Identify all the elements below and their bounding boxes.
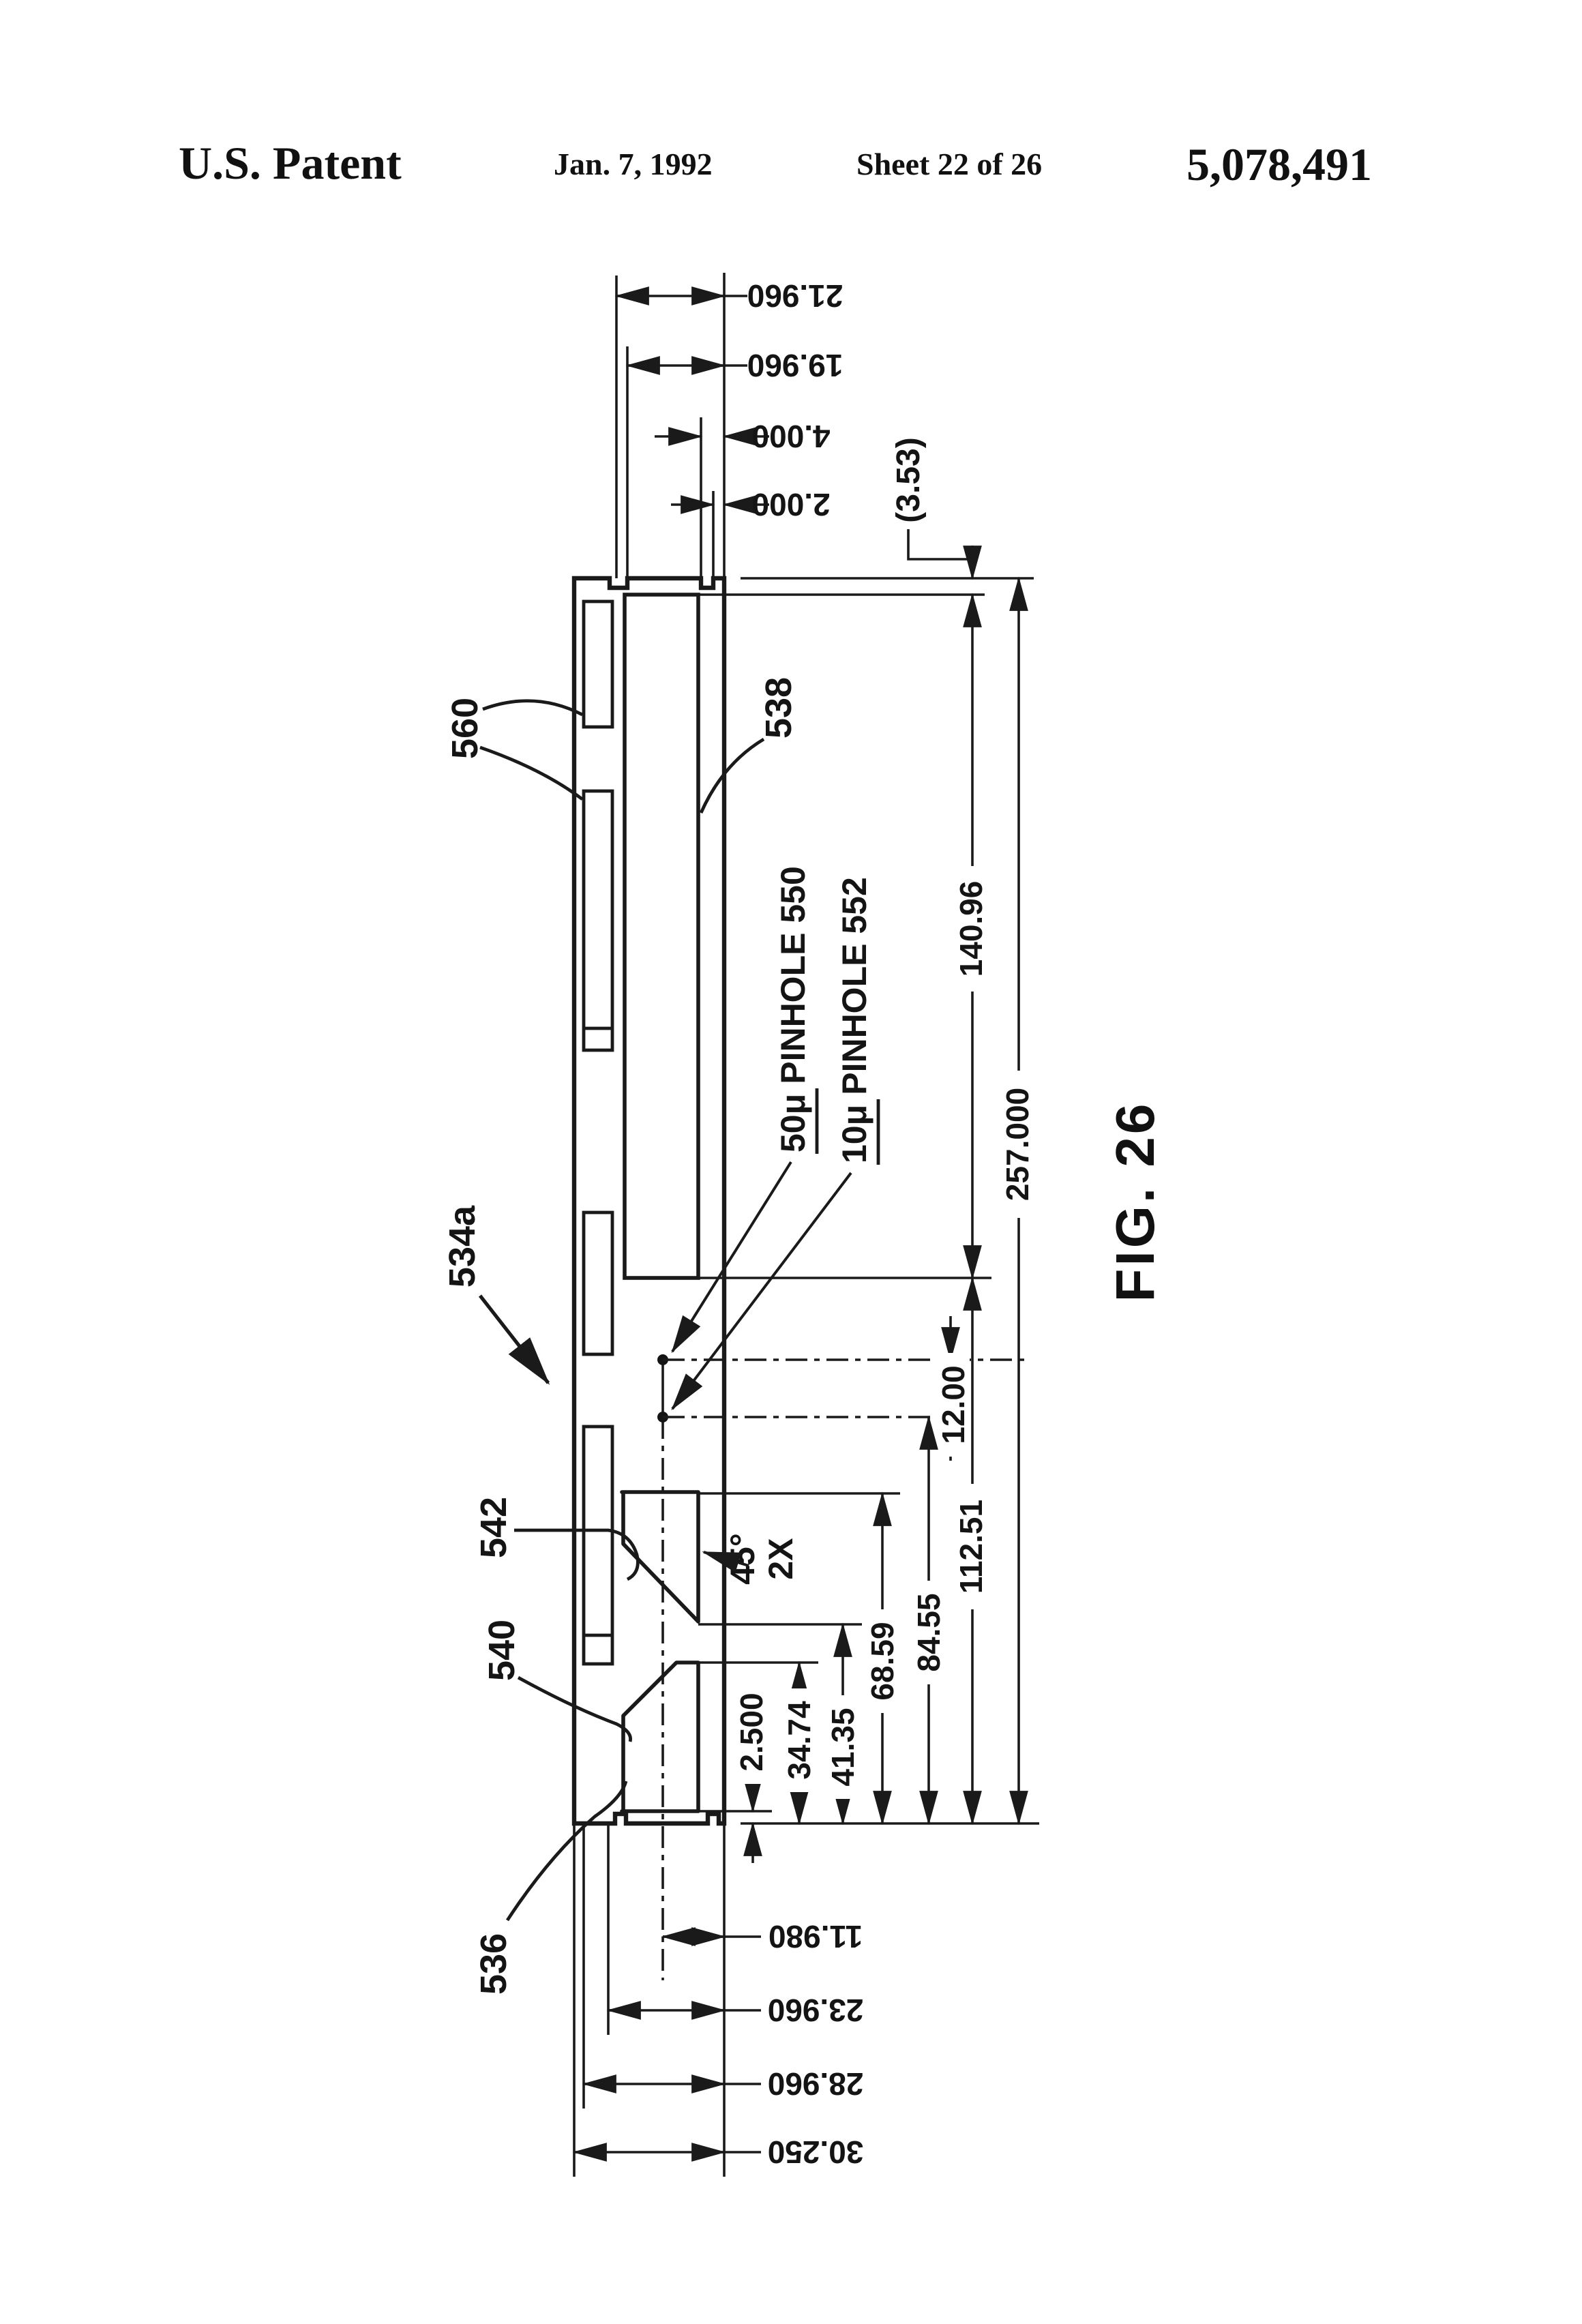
pinhole-550-label: PINHOLE 550	[774, 866, 812, 1084]
dim-bottom-23960: 23.960	[767, 1993, 864, 2028]
pinhole-552-callout	[835, 877, 878, 1165]
label-538: 538	[758, 676, 799, 739]
label-542: 542	[473, 1496, 514, 1559]
slot-560-a	[584, 601, 612, 727]
dim-side-11251: 112.51	[953, 1499, 989, 1594]
dim-bottom-28960: 28.960	[767, 2066, 864, 2102]
header-title: U.S. Patent	[179, 137, 402, 189]
label-536: 536	[473, 1933, 514, 1995]
aperture-538	[625, 595, 698, 1278]
bottom-dimensions	[574, 1823, 863, 2177]
chamfered-aperture-536	[622, 1663, 698, 1811]
pinhole-552-size: 10μ	[835, 1104, 874, 1163]
pinhole-552-label: PINHOLE 552	[835, 877, 874, 1095]
dim-side-2500: 2.500	[734, 1693, 769, 1772]
dim-top-2000: 2.000	[751, 487, 831, 522]
slot-c	[584, 1212, 612, 1354]
dim-side-1200: 12.00	[936, 1365, 971, 1444]
dim-side-14096: 140.96	[953, 880, 989, 977]
dim-top-21960: 21.960	[747, 278, 844, 314]
svg-text:10μPINHOLE 552	[835, 877, 874, 1163]
header-date: Jan. 7, 1992	[554, 147, 713, 181]
sheet-header	[179, 137, 1372, 190]
side-dimensions	[698, 578, 1039, 1863]
header-sheet-count: Sheet 22 of 26	[856, 147, 1043, 181]
chamfered-aperture-542	[622, 1492, 698, 1622]
ref-dim-353: (3.53)	[891, 437, 927, 523]
figure-caption: FIG. 26	[1105, 1101, 1165, 1302]
chamfer-angle-note: 45°	[723, 1533, 762, 1585]
label-534a: 534a	[442, 1205, 483, 1288]
dim-top-4000: 4.000	[751, 419, 831, 454]
leader-arrow-534a	[480, 1296, 548, 1383]
dim-side-257000: 257.000	[1000, 1087, 1035, 1202]
leader-560-a	[483, 701, 582, 715]
ref-dim-353-leader	[908, 529, 972, 559]
header-patent-number: 5,078,491	[1186, 138, 1372, 190]
dim-side-8455: 84.55	[911, 1593, 946, 1672]
dim-bottom-11980: 11.980	[768, 1919, 863, 1954]
dim-side-4135: 41.35	[825, 1708, 861, 1787]
leader-560-b	[480, 747, 582, 799]
chamfer-count-note: 2X	[762, 1538, 800, 1580]
svg-text:50μPINHOLE 550	[774, 866, 812, 1152]
leader-538	[701, 739, 764, 813]
dim-top-19960: 19.960	[747, 348, 844, 383]
slot-d	[584, 1427, 612, 1664]
top-dimensions	[616, 273, 972, 586]
slot-560-b	[584, 791, 612, 1050]
label-560: 560	[445, 697, 486, 760]
pinhole-550-size: 50μ	[774, 1093, 812, 1152]
pinhole-550-callout	[774, 866, 817, 1154]
part-labels	[442, 677, 878, 1995]
dim-side-6859: 68.59	[865, 1622, 900, 1701]
dim-side-3474: 34.74	[781, 1701, 817, 1780]
dim-bottom-30250: 30.250	[767, 2134, 864, 2170]
pinhole-550-leader	[672, 1162, 791, 1352]
label-540: 540	[481, 1619, 522, 1682]
